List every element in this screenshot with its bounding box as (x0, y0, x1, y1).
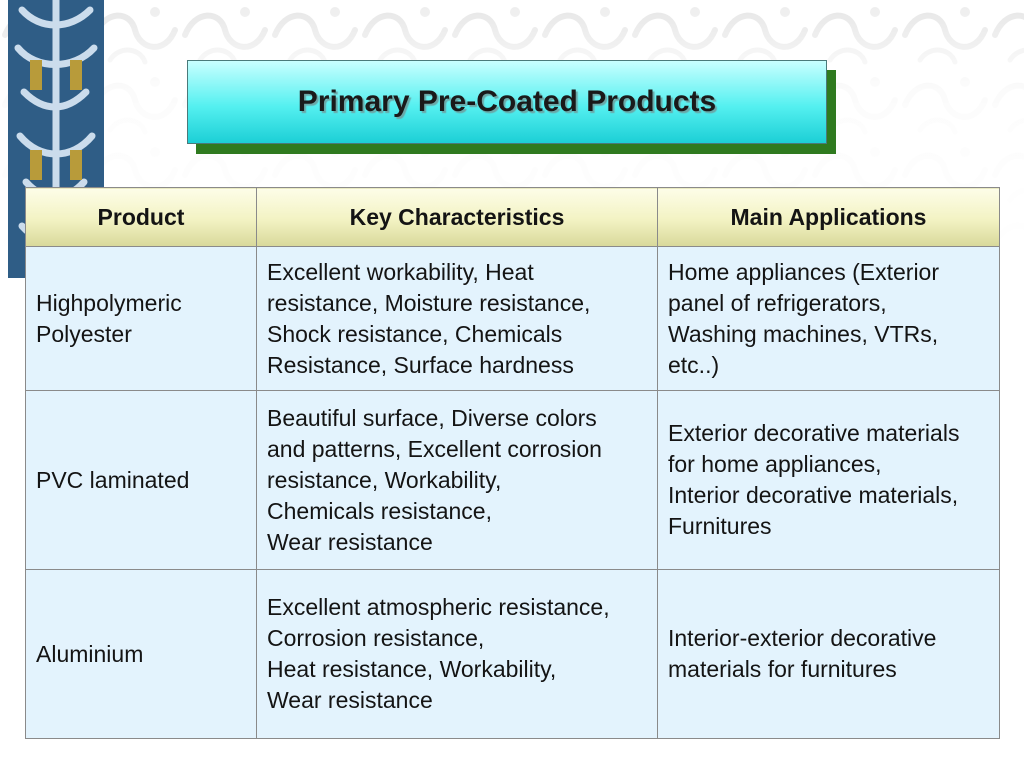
title-box (187, 60, 827, 144)
cell-applications: Home appliances (Exterior panel of refrigerators, Washing machines, VTRs, etc..) (658, 247, 1000, 391)
table-header-row (26, 188, 1000, 247)
table-row (26, 247, 1000, 391)
cell-product: PVC laminated (26, 391, 257, 570)
header-main-applications: Main Applications (658, 188, 1000, 247)
table-row (26, 391, 1000, 570)
products-table (25, 187, 1000, 739)
cell-characteristics: Excellent workability, Heat resistance, Moisture resistance, Shock resistance, Chemicals Resistance, Surface hardness (257, 247, 658, 391)
cell-characteristics: Excellent atmospheric resistance, Corrosion resistance, Heat resistance, Workability, Wear resistance (257, 570, 658, 739)
table-row (26, 570, 1000, 739)
cell-applications: Interior-exterior decorative materials for furnitures (658, 570, 1000, 739)
cell-applications: Exterior decorative materials for home appliances, Interior decorative materials, Furnitures (658, 391, 1000, 570)
cell-product: Aluminium (26, 570, 257, 739)
header-product: Product (26, 188, 257, 247)
cell-product: Highpolymeric Polyester (26, 247, 257, 391)
cell-characteristics: Beautiful surface, Diverse colors and patterns, Excellent corrosion resistance, Workability, Chemicals resistance, Wear resistance (257, 391, 658, 570)
header-key-characteristics: Key Characteristics (257, 188, 658, 247)
page-title: Primary Pre-Coated Products (297, 85, 717, 118)
